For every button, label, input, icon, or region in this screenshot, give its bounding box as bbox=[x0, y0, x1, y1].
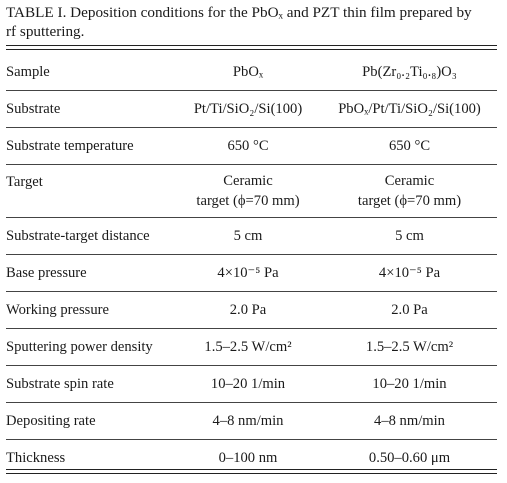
deposition-conditions-table bbox=[6, 54, 497, 476]
row-label: Target bbox=[6, 165, 174, 218]
top-rule-1 bbox=[6, 45, 497, 46]
table-row bbox=[6, 366, 497, 403]
table-row bbox=[6, 292, 497, 329]
cell-pbox: 2.0 Pa bbox=[174, 292, 322, 329]
table-row bbox=[6, 91, 497, 128]
caption-line-1: TABLE I. Deposition conditions for the PbOₓ and PZT thin film prepared by bbox=[6, 4, 472, 21]
cell-pbox: 10–20 1/min bbox=[174, 366, 322, 403]
row-label: Depositing rate bbox=[6, 403, 174, 440]
cell-pzt: 4–8 nm/min bbox=[322, 403, 497, 440]
table-row bbox=[6, 218, 497, 255]
row-label: Thickness bbox=[6, 449, 66, 466]
table-row bbox=[6, 329, 497, 366]
cell-pbox: Pt/Ti/SiO₂/Si(100) bbox=[174, 91, 322, 128]
row-label: Sputtering power density bbox=[6, 329, 174, 366]
cell-pzt: 2.0 Pa bbox=[322, 292, 497, 329]
cell-line: target (ϕ=70 mm) bbox=[357, 193, 462, 209]
row-label: Substrate bbox=[6, 91, 174, 128]
table-row bbox=[6, 440, 497, 477]
header-pbox: PbOₓ bbox=[174, 54, 322, 91]
table-row bbox=[6, 255, 497, 292]
cell-pzt: 0.50–0.60 μm bbox=[368, 449, 451, 466]
row-label: Substrate temperature bbox=[6, 128, 174, 165]
row-label: Substrate spin rate bbox=[6, 366, 174, 403]
cell-line: Ceramic bbox=[384, 173, 435, 189]
cell-pbox: 0–100 nm bbox=[218, 449, 278, 466]
caption-line-2: rf sputtering. bbox=[6, 23, 85, 40]
bottom-rule-1 bbox=[6, 469, 497, 470]
cell-pbox: 650 °C bbox=[174, 128, 322, 165]
row-label: Working pressure bbox=[6, 292, 174, 329]
cell-pbox: 4–8 nm/min bbox=[174, 403, 322, 440]
cell-pbox: 5 cm bbox=[174, 218, 322, 255]
cell-pbox bbox=[174, 165, 322, 218]
table-row bbox=[6, 403, 497, 440]
header-pzt: Pb(Zr₀.₂Ti₀.₈)O₃ bbox=[322, 54, 497, 91]
row-label: Substrate-target distance bbox=[6, 218, 174, 255]
cell-pzt: 4×10⁻⁵ Pa bbox=[322, 255, 497, 292]
cell-pzt: PbOₓ/Pt/Ti/SiO₂/Si(100) bbox=[322, 91, 497, 128]
table-row bbox=[6, 165, 497, 218]
cell-pzt bbox=[322, 165, 497, 218]
table-header-row bbox=[6, 54, 497, 91]
top-rule-2 bbox=[6, 49, 497, 50]
cell-pzt: 1.5–2.5 W/cm² bbox=[322, 329, 497, 366]
cell-line: Ceramic bbox=[223, 173, 273, 189]
cell-pbox: 4×10⁻⁵ Pa bbox=[174, 255, 322, 292]
table-row bbox=[6, 128, 497, 165]
cell-pbox: 1.5–2.5 W/cm² bbox=[174, 329, 322, 366]
cell-pzt: 10–20 1/min bbox=[322, 366, 497, 403]
cell-pzt: 5 cm bbox=[322, 218, 497, 255]
row-label: Base pressure bbox=[6, 255, 174, 292]
cell-line: target (ϕ=70 mm) bbox=[196, 193, 300, 209]
header-sample: Sample bbox=[6, 54, 174, 91]
bottom-rule-2 bbox=[6, 473, 497, 474]
cell-pzt: 650 °C bbox=[322, 128, 497, 165]
table-caption bbox=[6, 3, 502, 41]
